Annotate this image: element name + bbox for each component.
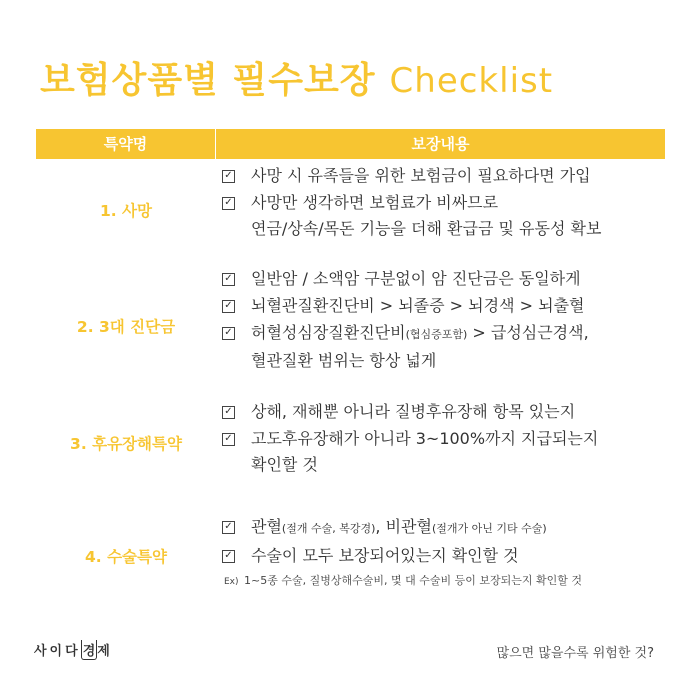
checkbox-icon: ✓: [222, 300, 235, 313]
checklist-item-text: 상해, 재해뿐 아니라 질병후유장해 항목 있는지: [251, 402, 576, 421]
checkbox-icon: ✓: [222, 273, 235, 286]
checkbox-icon: ✓: [222, 327, 235, 340]
rider-name: 3. 후유장해특약: [70, 435, 182, 453]
checkbox-icon: ✓: [222, 406, 235, 419]
checklist-item: [222, 543, 662, 569]
checklist-item: [222, 190, 662, 242]
title-main: 보험상품별 필수보장: [40, 60, 376, 101]
checklist-item-text: 허혈성심장질환진단비(협심증포함) > 급성심근경색,: [251, 323, 589, 342]
checklist-item-text: 수술이 모두 보장되어있는지 확인할 것: [251, 546, 519, 565]
title-english: Checklist: [389, 61, 554, 101]
checkbox-icon: ✓: [222, 170, 235, 183]
coverage-table: [36, 129, 665, 587]
checklist-item-text: 연금/상속/목돈 기능을 더해 환급금 및 유동성 확보: [251, 219, 602, 238]
checklist-item-text: 고도후유장해가 아니라 3~100%까지 지급되는지: [251, 429, 599, 448]
table-header: [36, 129, 665, 159]
coverage-items: [222, 163, 662, 243]
brand-logo: [34, 640, 113, 660]
checklist-item: [222, 399, 662, 425]
example-note: [222, 571, 662, 592]
checkbox-icon: ✓: [222, 550, 235, 563]
checklist-item-text: 혈관질환 범위는 항상 넓게: [251, 351, 437, 370]
cup-icon: 경: [81, 644, 98, 659]
example-text: 1~5종 수술, 질병상해수술비, 몇 대 수술비 등이 보장되는지 확인할 것: [240, 574, 582, 587]
checklist-item: [222, 426, 662, 478]
header-coverage: 보장내용: [411, 135, 470, 153]
brand-logo-text: 사이다 경 제: [34, 644, 113, 659]
checkbox-icon: ✓: [222, 433, 235, 446]
page-title: [40, 52, 553, 103]
checklist-item-text: 일반암 / 소액암 구분없이 암 진단금은 동일하게: [251, 269, 581, 288]
footer-tagline: 많으면 많을수록 위험한 것?: [496, 646, 654, 661]
checklist-item-text: 관혈(절개 수술, 복강경), 비관혈(절개가 아닌 기타 수술): [251, 517, 547, 536]
checklist-item: [222, 320, 662, 374]
checkbox-icon: ✓: [222, 521, 235, 534]
coverage-items: [222, 266, 662, 375]
coverage-items: [222, 399, 662, 479]
checklist-item-text: 확인할 것: [251, 455, 318, 474]
checklist-item: [222, 163, 662, 189]
checklist-item-text: 사망 시 유족들을 위한 보험금이 필요하다면 가입: [251, 166, 591, 185]
checklist-item: [222, 514, 662, 542]
checklist-item: [222, 293, 662, 319]
rider-name: 1. 사망: [99, 202, 152, 220]
example-prefix: Ex): [224, 577, 239, 587]
checklist-item-text: 사망만 생각하면 보험료가 비싸므로: [251, 193, 499, 212]
checklist-item: [222, 266, 662, 292]
coverage-items: [222, 514, 662, 592]
checkbox-icon: ✓: [222, 197, 235, 210]
rider-name: 2. 3대 진단금: [76, 318, 176, 336]
rider-name: 4. 수술특약: [85, 548, 167, 566]
checklist-item-text: 뇌혈관질환진단비 > 뇌졸증 > 뇌경색 > 뇌출혈: [251, 296, 585, 315]
header-rider-name: 특약명: [36, 129, 216, 159]
